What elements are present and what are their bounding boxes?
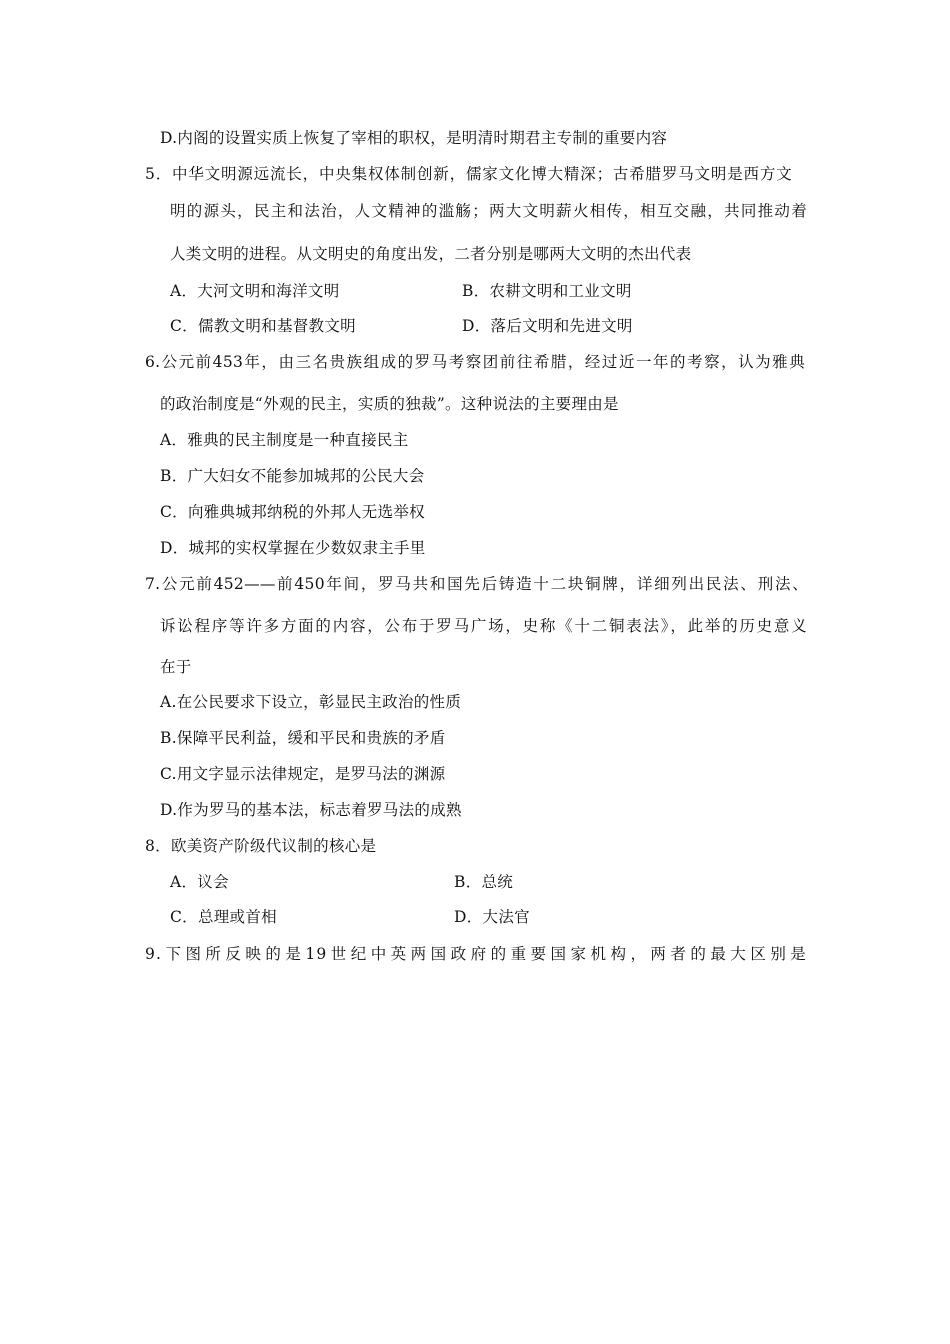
q7-stem-line-1: 7.公元前452——前450年间，罗马共和国先后铸造十二块铜牌，详细列出民法、刑法、 xyxy=(145,575,808,593)
q5-option-d: D．落后文明和先进文明 xyxy=(462,317,633,335)
q7-option-d: D.作为罗马的基本法，标志着罗马法的成熟 xyxy=(160,801,462,819)
q7-option-c: C.用文字显示法律规定，是罗马法的渊源 xyxy=(160,765,446,783)
q8-option-b: B．总统 xyxy=(454,873,514,891)
q5-option-c: C．儒教文明和基督教文明 xyxy=(170,317,356,335)
q7-option-a: A.在公民要求下设立，彰显民主政治的性质 xyxy=(160,693,462,711)
q6-stem-line-2: 的政治制度是“外观的民主，实质的独裁”。这种说法的主要理由是 xyxy=(160,395,619,413)
q5-stem-line-3: 人类文明的进程。从文明史的角度出发，二者分别是哪两大文明的杰出代表 xyxy=(170,245,692,263)
q8-option-a: A．议会 xyxy=(170,873,229,891)
q5-option-b: B．农耕文明和工业文明 xyxy=(462,282,632,300)
q5-stem-line-1: 5．中华文明源远流长，中央集权体制创新，儒家文化博大精深；古希腊罗马文明是西方文 xyxy=(145,165,792,183)
q8-option-d: D．大法官 xyxy=(454,908,530,926)
q6-option-b: B．广大妇女不能参加城邦的公民大会 xyxy=(160,467,425,485)
q7-stem-line-3: 在于 xyxy=(160,658,192,676)
q6-option-c: C．向雅典城邦纳税的外邦人无选举权 xyxy=(160,503,425,521)
q7-stem-line-2: 诉讼程序等许多方面的内容，公布于罗马广场，史称《十二铜表法》，此举的历史意义 xyxy=(160,617,807,635)
q8-option-c: C．总理或首相 xyxy=(170,908,277,926)
q5-option-a: A．大河文明和海洋文明 xyxy=(170,282,340,300)
q7-option-b: B.保障平民利益，缓和平民和贵族的矛盾 xyxy=(160,729,446,747)
q6-stem-line-1: 6.公元前453年，由三名贵族组成的罗马考察团前往希腊，经过近一年的考察，认为雅典 xyxy=(145,353,805,371)
q8-stem: 8．欧美资产阶级代议制的核心是 xyxy=(145,837,377,855)
q6-option-d: D．城邦的实权掌握在少数奴隶主手里 xyxy=(160,539,426,557)
q5-stem-line-2: 明的源头，民主和法治，人文精神的滥觞；两大文明薪火相传，相互交融，共同推动着 xyxy=(170,202,807,220)
q9-stem: 9.下图所反映的是19世纪中英两国政府的重要国家机构，两者的最大区别是 xyxy=(145,945,807,963)
q6-option-a: A．雅典的民主制度是一种直接民主 xyxy=(160,431,409,449)
q4-option-d: D.内阁的设置实质上恢复了宰相的职权，是明清时期君主专制的重要内容 xyxy=(160,129,668,147)
